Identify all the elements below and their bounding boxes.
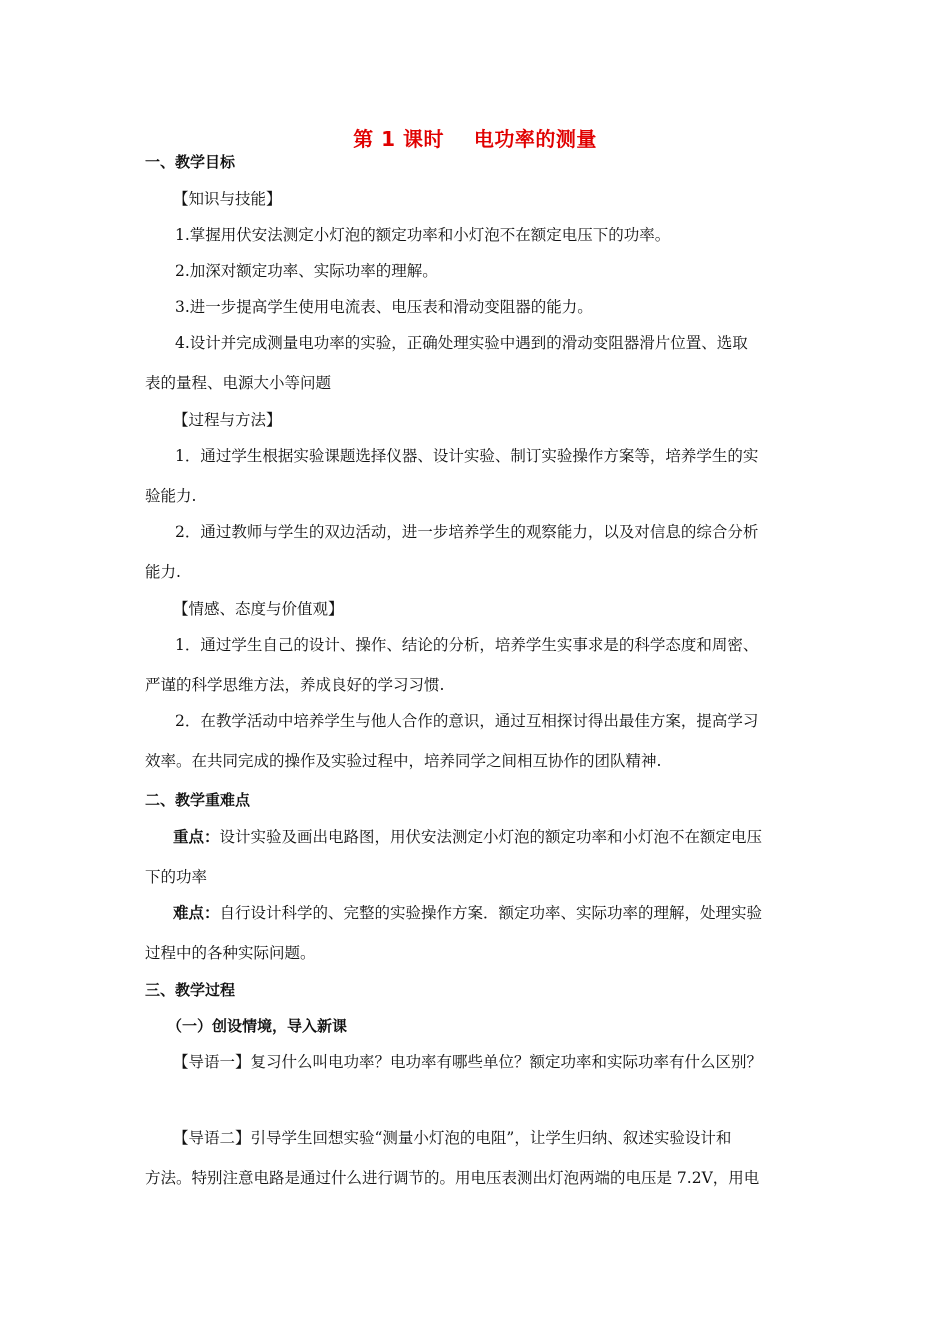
- knowledge-item-2: 2.加深对额定功率、实际功率的理解。: [175, 262, 438, 280]
- key-point-text: 设计实验及画出电路图，用伏安法测定小灯泡的额定功率和小灯泡不在额定电压: [219, 828, 763, 846]
- process-item-2-cont: 能力.: [145, 563, 181, 581]
- process-item-2: 2．通过教师与学生的双边活动，进一步培养学生的观察能力，以及对信息的综合分析: [175, 523, 759, 541]
- emotion-item-2-cont: 效率。在共同完成的操作及实验过程中，培养同学之间相互协作的团队精神.: [145, 752, 662, 770]
- key-point-label: 重点：: [173, 828, 220, 846]
- knowledge-item-1: 1.掌握用伏安法测定小灯泡的额定功率和小灯泡不在额定电压下的功率。: [175, 226, 671, 244]
- lesson-title: 第 1 课时 电功率的测量: [353, 127, 597, 151]
- process-item-1-cont: 验能力.: [145, 487, 197, 505]
- heading-teaching-goals: 一、教学目标: [145, 153, 236, 171]
- label-knowledge-skills: 【知识与技能】: [173, 190, 282, 208]
- guide-2-cont: 方法。特别注意电路是通过什么进行调节的。用电压表测出灯泡两端的电压是 7.2V，用电: [145, 1169, 760, 1187]
- heading-teaching-process: 三、教学过程: [145, 981, 236, 999]
- emotion-item-1-cont: 严谨的科学思维方法，养成良好的学习习惯.: [145, 676, 445, 694]
- emotion-item-1: 1．通过学生自己的设计、操作、结论的分析，培养学生实事求是的科学态度和周密、: [175, 636, 759, 654]
- emotion-item-2: 2．在教学活动中培养学生与他人合作的意识，通过互相探讨得出最佳方案，提高学习: [175, 712, 759, 730]
- label-process-methods: 【过程与方法】: [173, 411, 282, 429]
- heading-key-difficult-points: 二、教学重难点: [145, 791, 251, 809]
- key-point: [173, 826, 843, 848]
- knowledge-item-3: 3.进一步提高学生使用电流表、电压表和滑动变阻器的能力。: [175, 298, 593, 316]
- difficult-point-text: 自行设计科学的、完整的实验操作方案．额定功率、实际功率的理解，处理实验: [219, 904, 763, 922]
- guide-1: 【导语一】复习什么叫电功率？电功率有哪些单位？额定功率和实际功率有什么区别？: [173, 1053, 763, 1071]
- difficult-point: [173, 902, 843, 924]
- knowledge-item-4: 4.设计并完成测量电功率的实验，正确处理实验中遇到的滑动变阻器滑片位置、选取: [175, 334, 748, 352]
- difficult-point-label: 难点：: [173, 904, 220, 922]
- subheading-scenario-intro: （一）创设情境，导入新课: [167, 1017, 348, 1035]
- guide-2: 【导语二】引导学生回想实验“测量小灯泡的电阻”，让学生归纳、叙述实验设计和: [173, 1129, 732, 1147]
- key-point-cont: 下的功率: [145, 868, 208, 886]
- difficult-point-cont: 过程中的各种实际问题。: [145, 944, 316, 962]
- process-item-1: 1．通过学生根据实验课题选择仪器、设计实验、制订实验操作方案等，培养学生的实: [175, 447, 759, 465]
- label-emotion-values: 【情感、态度与价值观】: [173, 600, 344, 618]
- knowledge-item-4-cont: 表的量程、电源大小等问题: [145, 374, 332, 392]
